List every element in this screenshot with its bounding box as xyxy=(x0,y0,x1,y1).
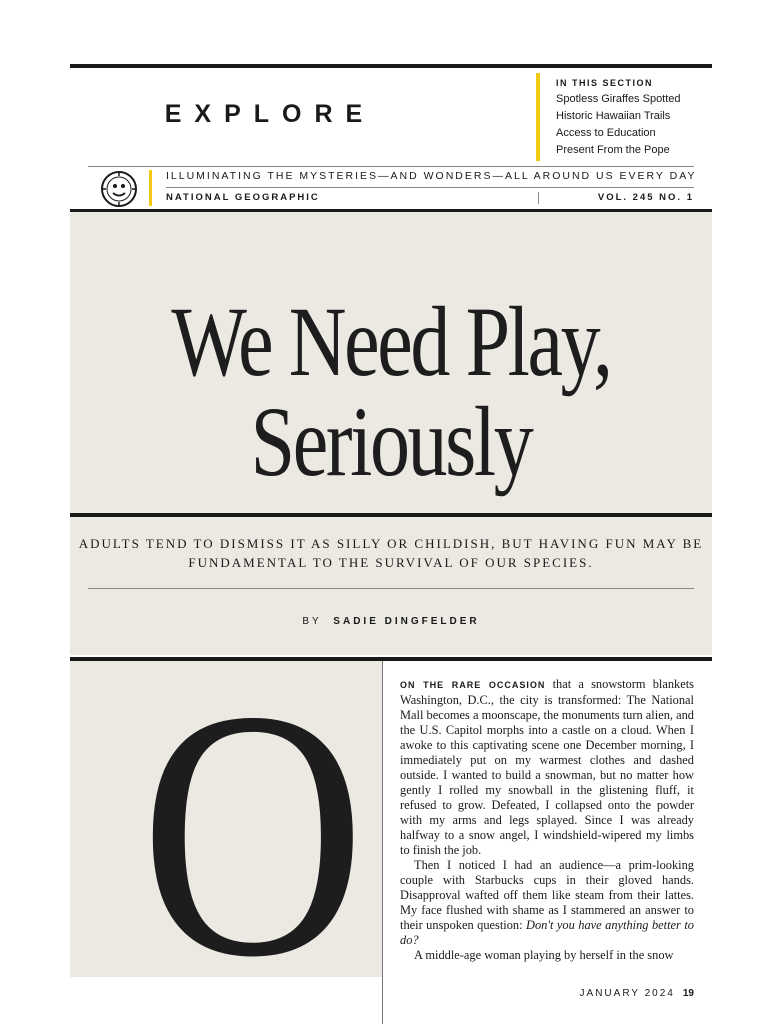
in-this-section-box xyxy=(536,73,712,161)
column-rule xyxy=(382,661,383,1024)
in-this-section-title: IN THIS SECTION xyxy=(556,78,654,88)
section-link-pope[interactable]: Present From the Pope xyxy=(556,144,670,156)
paragraph-2-italic: Don't you have anything better to do? xyxy=(400,918,694,947)
author-name: SADIE DINGFELDER xyxy=(333,616,480,627)
lead-in: ON THE RARE OCCASION xyxy=(400,680,546,690)
byline-prefix: BY xyxy=(302,616,322,627)
section-link-education[interactable]: Access to Education xyxy=(556,127,656,139)
top-rule xyxy=(70,64,712,68)
title-panel xyxy=(70,212,712,655)
paragraph-1-text: that a snowstorm blankets Washington, D.C., the city is transformed: The National Mall becomes a moonscape, the monuments turn alien, and the U.S. Capitol morphs into a castle on a cloud. When I awoke to this captivating scene one December morning, I immediately put on my warmest clothes and dashed outside. I wanted to build a snowman, but no matter how gently I rolled my snowball in the glistening fluff, it refused to grow. Defeated, I collapsed onto the powder with my arms and legs splayed. Since I was already halfway to a snow angel, I windshield-wipered my limbs to finish the job. xyxy=(400,677,694,857)
paragraph-3: A middle-age woman playing by herself in the snow xyxy=(414,948,674,962)
accent-bar xyxy=(149,170,152,206)
paragraph-1 xyxy=(400,677,694,858)
page-number: 19 xyxy=(682,988,694,999)
dek-rule xyxy=(88,588,694,589)
paragraph-2 xyxy=(400,858,694,948)
page-footer xyxy=(580,988,694,999)
section-heading: EXPLORE xyxy=(164,100,376,128)
compass-logo-icon xyxy=(100,170,138,208)
volume-number: VOL. 245 NO. 1 xyxy=(597,192,694,203)
publication-name: NATIONAL GEOGRAPHIC xyxy=(166,192,320,203)
section-link-hawaiian-trails[interactable]: Historic Hawaiian Trails xyxy=(556,110,671,122)
drop-cap-panel xyxy=(70,661,382,977)
tagline: ILLUMINATING THE MYSTERIES—AND WONDERS—ALL AROUND US EVERY DAY xyxy=(166,170,697,182)
drop-cap: O xyxy=(140,661,366,977)
divider xyxy=(88,166,694,167)
article-dek: ADULTS TEND TO DISMISS IT AS SILLY OR CHILDISH, BUT HAVING FUN MAY BE FUNDAMENTAL TO THE SURVIVAL OF OUR SPECIES. xyxy=(78,536,704,570)
article-body xyxy=(400,677,694,963)
divider xyxy=(166,187,694,188)
issue-date: JANUARY 2024 xyxy=(579,988,675,999)
article-title xyxy=(134,286,648,497)
title-line-1: We Need Play, xyxy=(171,286,611,397)
divider-tick xyxy=(538,192,539,204)
section-link-giraffes[interactable]: Spotless Giraffes Spotted xyxy=(556,93,681,105)
title-rule xyxy=(70,513,712,517)
title-line-2: Seriously xyxy=(250,386,532,497)
byline xyxy=(70,616,712,627)
paragraph-2-text: Then I noticed I had an audience—a prim-looking couple with Starbucks cups in their gloved hands. Disapproval wafted off them like steam from their lattes. My face flushed with shame as I stammered an answer to their unspoken question: xyxy=(400,858,694,932)
